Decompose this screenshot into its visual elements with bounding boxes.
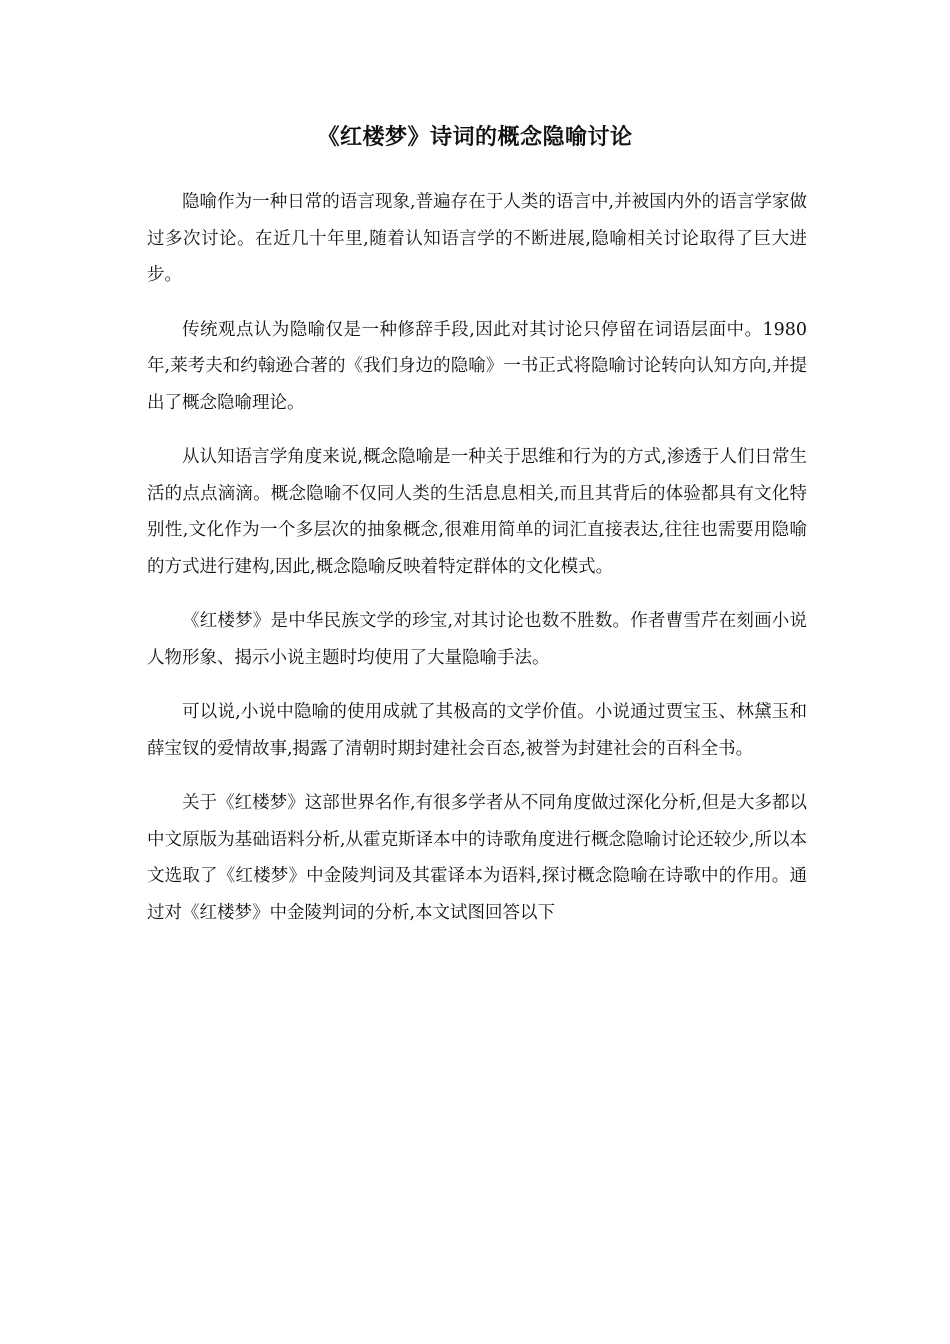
document-body — [147, 184, 807, 949]
paragraph-1: 隐喻作为一种日常的语言现象,普遍存在于人类的语言中,并被国内外的语言学家做过多次讨论。在近几十年里,随着认知语言学的不断进展,隐喻相关讨论取得了巨大进步。 — [147, 192, 807, 285]
paragraph-2: 传统观点认为隐喻仅是一种修辞手段,因此对其讨论只停留在词语层面中。1980年,莱考夫和约翰逊合著的《我们身边的隐喻》一书正式将隐喻讨论转向认知方向,并提出了概念隐喻理论。 — [147, 319, 807, 413]
paragraph-6: 关于《红楼梦》这部世界名作,有很多学者从不同角度做过深化分析,但是大多都以中文原版为基础语料分析,从霍克斯译本中的诗歌角度进行概念隐喻讨论还较少,所以本文选取了《红楼梦》中金陵判词及其霍译本为语料,探讨概念隐喻在诗歌中的作用。通过对《红楼梦》中金陵判词的分析,本文试图回答以下 — [147, 793, 807, 923]
paragraph-3: 从认知语言学角度来说,概念隐喻是一种关于思维和行为的方式,渗透于人们日常生活的点点滴滴。概念隐喻不仅同人类的生活息息相关,而且其背后的体验都具有文化特别性,文化作为一个多层次的抽象概念,很难用简单的词汇直接表达,往往也需要用隐喻的方式进行建构,因此,概念隐喻反映着特定群体的文化模式。 — [147, 447, 807, 577]
paragraph-4: 《红楼梦》是中华民族文学的珍宝,对其讨论也数不胜数。作者曹雪芹在刻画小说人物形象、揭示小说主题时均使用了大量隐喻手法。 — [147, 611, 807, 668]
document-title: 《红楼梦》诗词的概念隐喻讨论 — [317, 125, 633, 150]
paragraph-5: 可以说,小说中隐喻的使用成就了其极高的文学价值。小说通过贾宝玉、林黛玉和薛宝钗的爱情故事,揭露了清朝时期封建社会百态,被誉为封建社会的百科全书。 — [147, 702, 807, 759]
